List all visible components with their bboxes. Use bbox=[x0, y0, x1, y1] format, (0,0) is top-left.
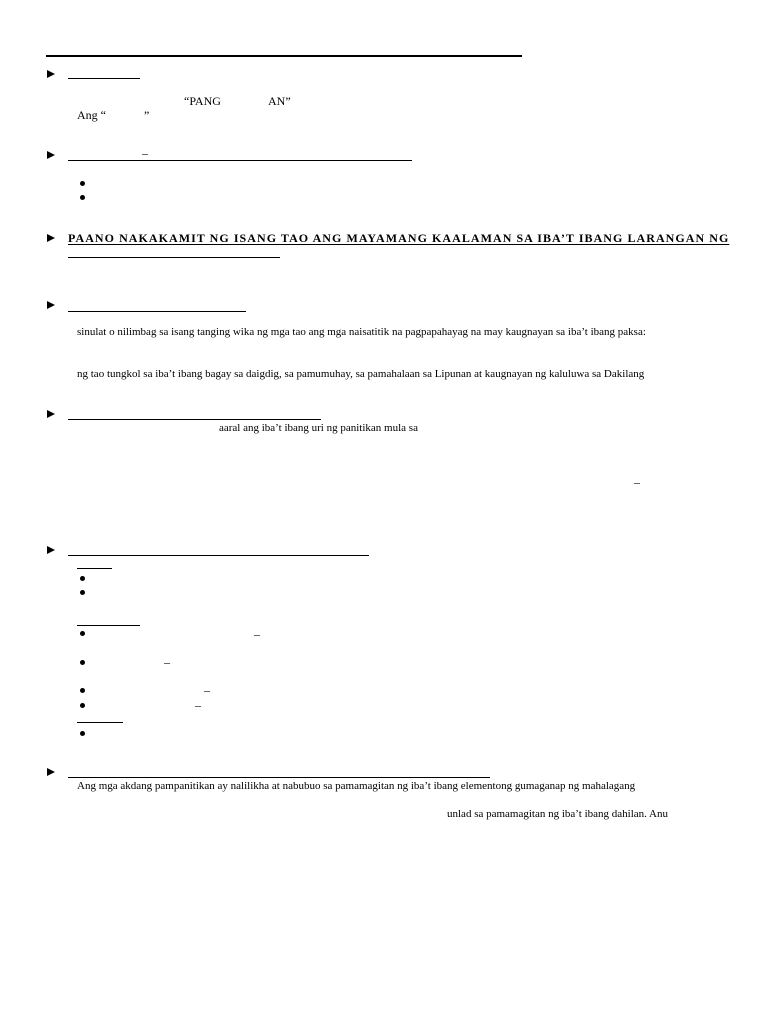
body-line: Ang mga akdang pampanitikan ay nalilikha at nabubuo sa pamamagitan ng iba’t ibang elementong gumaganap ng mahalagang bbox=[77, 780, 636, 792]
body-line: ng tao tungkol sa iba’t ibang bagay sa daigdig, sa pamumuhay, sa pamahalaan sa Lipunan at kaugnayan ng kaluluwa sa Dakilang bbox=[77, 368, 645, 380]
ang-text: Ang “ bbox=[77, 108, 106, 122]
blank-heading-rule bbox=[68, 419, 321, 420]
blank-heading-rule bbox=[68, 160, 412, 161]
bullet-dot-icon bbox=[80, 731, 85, 736]
arrow-bullet-icon bbox=[47, 70, 55, 78]
dash-text: – bbox=[142, 146, 148, 160]
bullet-dot-icon bbox=[80, 703, 85, 708]
body-line: aaral ang iba’t ibang uri ng panitikan mula sa bbox=[219, 422, 418, 434]
dash-text: – bbox=[164, 655, 170, 669]
bullet-dot-icon bbox=[80, 590, 85, 595]
quote-close-text: AN” bbox=[268, 94, 291, 108]
blank-subheading-rule bbox=[77, 722, 123, 723]
blank-subheading-rule bbox=[77, 568, 112, 569]
blank-heading-rule bbox=[68, 311, 246, 312]
ang-close-text: ” bbox=[144, 108, 150, 122]
dash-text: – bbox=[195, 698, 201, 712]
bullet-dot-icon bbox=[80, 576, 85, 581]
arrow-bullet-icon bbox=[47, 768, 55, 776]
bullet-dot-icon bbox=[80, 631, 85, 636]
blank-heading-rule bbox=[68, 257, 280, 258]
arrow-bullet-icon bbox=[47, 410, 55, 418]
dash-text: – bbox=[204, 683, 210, 697]
quote-open-text: “PANG bbox=[184, 94, 221, 108]
title-rule bbox=[46, 55, 522, 57]
blank-subheading-rule bbox=[77, 625, 140, 626]
body-line: sinulat o nilimbag sa isang tanging wika ng mga tao ang mga naisatitik na pagpapahayag na may kaugnayan sa iba’t ibang paksa: bbox=[77, 326, 646, 338]
blank-heading-rule bbox=[68, 555, 369, 556]
bullet-dot-icon bbox=[80, 195, 85, 200]
blank-heading-rule bbox=[68, 78, 140, 79]
bullet-dot-icon bbox=[80, 688, 85, 693]
dash-text: – bbox=[254, 627, 260, 641]
arrow-bullet-icon bbox=[47, 151, 55, 159]
arrow-bullet-icon bbox=[47, 301, 55, 309]
section-heading: PAANO NAKAKAMIT NG ISANG TAO ANG MAYAMANG KAALAMAN SA IBA’T IBANG LARANGAN NG bbox=[68, 231, 730, 245]
blank-heading-rule bbox=[68, 777, 490, 778]
arrow-bullet-icon bbox=[47, 234, 55, 242]
body-line: unlad sa pamamagitan ng iba’t ibang dahilan. Anu bbox=[447, 808, 668, 820]
dash-text: – bbox=[634, 475, 640, 489]
bullet-dot-icon bbox=[80, 660, 85, 665]
arrow-bullet-icon bbox=[47, 546, 55, 554]
bullet-dot-icon bbox=[80, 181, 85, 186]
